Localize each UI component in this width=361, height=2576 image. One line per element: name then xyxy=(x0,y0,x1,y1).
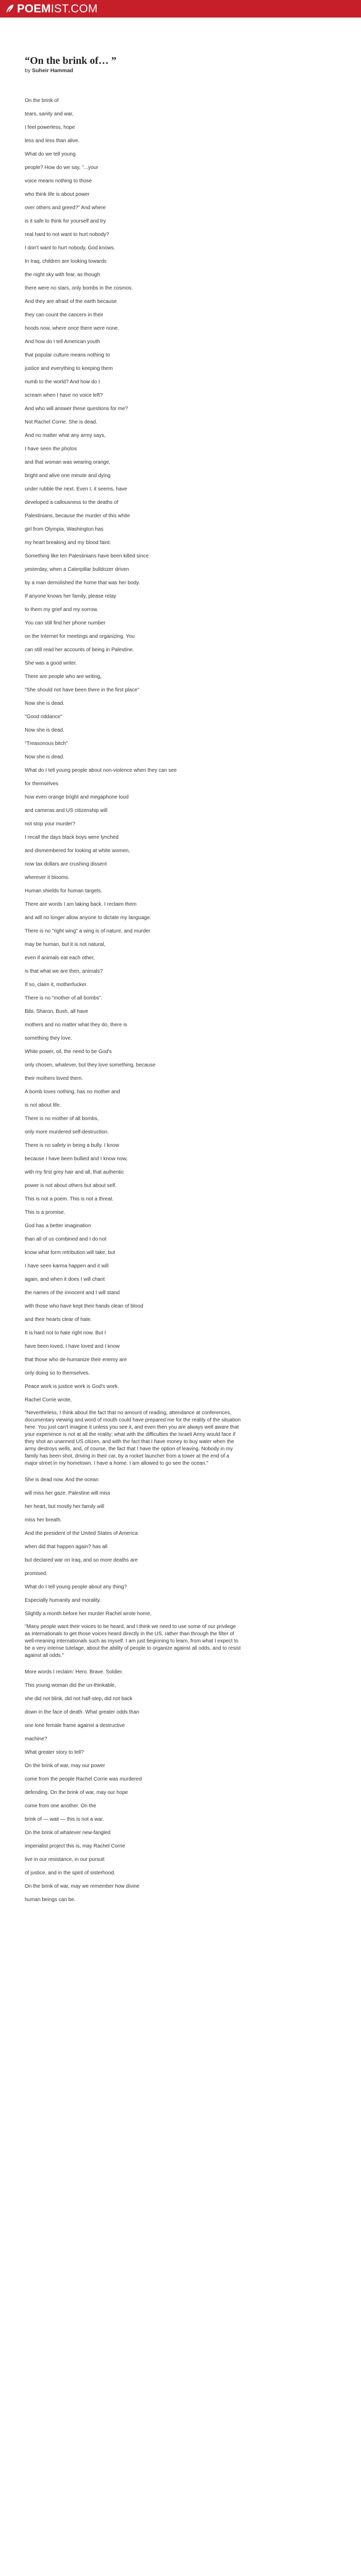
poem-line: who think life is about power xyxy=(25,192,90,197)
poem-line: wherever it blooms. xyxy=(25,875,70,880)
poem-line: only more murdered self-destruction. xyxy=(25,1129,109,1135)
poem-line: there were no stars, only bombs in the cosmos. xyxy=(25,285,133,291)
poem-line: of justice, and in the spirit of sisterhood. xyxy=(25,1870,116,1876)
poem-line: real hard to not want to hurt nobody? xyxy=(25,232,109,238)
poem-line: not stop your murder? xyxy=(25,821,75,827)
poem-line: And the president of the United States of America xyxy=(25,1531,138,1536)
poem-line: to them my grief and my sorrow. xyxy=(25,607,99,613)
poem-line: and their hearts clear of hate. xyxy=(25,1317,92,1323)
poem-line: they can count the cancers in their xyxy=(25,312,104,318)
poem-line: the names of the innocent and I will stand xyxy=(25,1290,120,1296)
poem-line: people? How do we say, "...your xyxy=(25,165,99,171)
poem-line: on the Internet for meetings and organizing. You xyxy=(25,634,135,639)
poem-line: machine? xyxy=(25,1736,47,1742)
poem-line: This is not a poem. This is not a threat. xyxy=(25,1196,114,1202)
poem-line: "Treasonous bitch" xyxy=(25,741,68,747)
poem-line: mothers and no matter what they do, there is xyxy=(25,1022,127,1028)
poem-line: with those who have kept their hands clean of blood xyxy=(25,1303,143,1309)
poem-line: Slightly a month before her murder Rachel wrote home, xyxy=(25,1611,152,1617)
poem-line: God has a better imagination xyxy=(25,1223,91,1229)
poem-line: their mothers loved them. xyxy=(25,1076,83,1081)
poem-line: because I have been bullied and I know now, xyxy=(25,1156,128,1162)
poem-line: will miss her gaze. Palestine will miss xyxy=(25,1490,110,1496)
poem-line: imperialist project this is, may Rachel Corrie xyxy=(25,1843,125,1849)
poem-line: know what form retribution will take, but xyxy=(25,1250,116,1256)
poem-line: hoods now, where once there were none. xyxy=(25,326,119,331)
poem-line: If anyone knows her family, please relay xyxy=(25,594,117,599)
poem-line: White power, oil, the need to be God's xyxy=(25,1049,112,1055)
poem-line: and will no longer allow anyone to dictate my language. xyxy=(25,915,152,921)
poem-line: miss her breath. xyxy=(25,1517,62,1523)
poem-line: can still read her accounts of being in Palestine. xyxy=(25,647,134,653)
poem-line: developed a callousness to the deaths of xyxy=(25,500,119,505)
poem-line: Now she is dead. xyxy=(25,754,64,760)
poem-line: justice and everything to keeping them xyxy=(25,366,113,371)
poem-line: yesterday, when a Caterpillar bulldozer driven xyxy=(25,567,129,572)
poem-line: defending. On the brink of war, may our hope xyxy=(25,1790,128,1795)
poem-line: is it safe to think for yourself and try xyxy=(25,218,106,224)
poem-line: her heart, but mostly her family will xyxy=(25,1504,104,1510)
poem-line: On the brink of whatever new-fangled xyxy=(25,1830,111,1836)
poem-line: Peace work is justice work is God's work. xyxy=(25,1384,119,1389)
byline-prefix: by xyxy=(25,67,31,74)
poem-line: and cameras and US citizenship will xyxy=(25,808,108,814)
poem-line: over others and greed?" And where xyxy=(25,205,106,211)
poem-line: There is no safety in being a bully. I know xyxy=(25,1143,119,1148)
poem-line: when did that happen again? has all xyxy=(25,1544,108,1550)
poem-line: You can still find her phone number xyxy=(25,620,106,626)
poem-line: bright and alive one minute and dying xyxy=(25,473,111,479)
poem-line: Something like ten Palestinians have been killed since xyxy=(25,553,149,559)
poem-line: What greater story to tell? xyxy=(25,1750,84,1755)
poem-line: human beings can be. xyxy=(25,1897,76,1903)
poem-line: than all of us combined and I do not xyxy=(25,1236,107,1242)
poem-line: A bomb loves nothing, has no mother and xyxy=(25,1089,120,1095)
poem-line: There is no "right wing" a wing is of nature, and murder xyxy=(25,928,151,934)
quill-logo-icon xyxy=(4,3,15,14)
poem-line: and dismembered for looking at white women, xyxy=(25,848,130,854)
poem-line: And who will answer these questions for me? xyxy=(25,406,128,412)
poem-line: for themselves xyxy=(25,781,59,787)
poem-title: “On the brink of… ” xyxy=(25,55,117,66)
poem-line: There is no mother of all bombs, xyxy=(25,1116,99,1122)
poem-line: And no matter what any army says, xyxy=(25,433,106,438)
poem-line: And they are afraid of the earth because xyxy=(25,299,117,304)
poem-line: On the brink of xyxy=(25,98,59,104)
poem-line: And how do I tell American youth xyxy=(25,339,100,345)
poem-line: More words I reclaim: Hero. Brave. Soldier. xyxy=(25,1669,123,1675)
poem-line: less and less than alive. xyxy=(25,138,80,144)
poem-line: again, and when it does I will chant xyxy=(25,1277,105,1282)
poem-line: numb to the world? And how do I xyxy=(25,379,100,385)
poem-line: is not about life. xyxy=(25,1103,61,1108)
poem-line: What do I tell young people about any thing? xyxy=(25,1584,127,1590)
poem-line: come from one another. On the xyxy=(25,1803,96,1809)
poem-line: Now she is dead. xyxy=(25,701,64,706)
poem-line: Human shields for human targets. xyxy=(25,888,103,894)
poem-line: promised. xyxy=(25,1571,47,1577)
byline xyxy=(25,67,309,74)
poem-line: my heart breaking and my blood faint. xyxy=(25,540,111,546)
poem-line: "Good riddance" xyxy=(25,714,62,720)
poem-line: one lone female frame against a destructive xyxy=(25,1723,125,1728)
poem-line: I have seen the photos xyxy=(25,446,77,452)
poem-line: Now she is dead. xyxy=(25,727,64,733)
poem-line: I recall the days black boys were lynched xyxy=(25,835,119,840)
poem-line: may be human, but it is not natural, xyxy=(25,942,106,947)
poem-line: that those who de-humanize their enemy are xyxy=(25,1357,127,1363)
site-logo[interactable] xyxy=(4,2,97,15)
poem-body xyxy=(25,94,309,1907)
poem-line: If so, claim it, motherfucker. xyxy=(25,982,88,988)
poem-line: have been loved, I have loved and I know xyxy=(25,1344,120,1349)
poem-line: There are people who are writing, xyxy=(25,674,102,680)
logo-text-suffix: IST.COM xyxy=(51,2,98,15)
poem-line: but declared war on Iraq, and so more deaths are xyxy=(25,1557,138,1563)
poem-line: I feel powerless, hope xyxy=(25,125,75,130)
poem-line: There are words I am taking back. I reclaim them xyxy=(25,902,137,907)
poem-line: how even orange bright and megaphone loud xyxy=(25,794,129,800)
poem-line: that popular culture means nothing to xyxy=(25,352,110,358)
poem-line: only doing so to themselves. xyxy=(25,1370,90,1376)
poem-line: brink of — wait — this is not a war. xyxy=(25,1817,104,1822)
poem-author[interactable]: Suheir Hammad xyxy=(32,67,73,74)
poem-line: Rachel Corrie wrote, xyxy=(25,1397,72,1403)
poem-line: live in our resistance, in our pursuit xyxy=(25,1857,105,1862)
poem-line: is that what we are then, animals? xyxy=(25,969,103,974)
poem-line: come from the people Rachel Corrie was murdered xyxy=(25,1776,142,1782)
poem-line: now tax dollars are crushing dissent xyxy=(25,861,107,867)
poem-line: voice means nothing to those xyxy=(25,178,92,184)
poem-line: On the brink of war, may we remember how divine xyxy=(25,1884,140,1889)
poem-line: "Many people want their voices to be heard, and I think we need to use some of our privilege as internationals to get those voices heard directly in the US, rather than through the filter of well-meaning internationals such as myself. I am just beginning to learn, from what I expect to be a very intense tutelage, about the ability of people to organize against all odds, and to resist against all odds." xyxy=(25,1624,241,1658)
poem-line: with my first grey hair and all, that authentic xyxy=(25,1170,124,1175)
poem-line: In Iraq, children are looking towards xyxy=(25,259,107,264)
poem-line: and that woman was wearing orange, xyxy=(25,460,111,465)
poem-line: something they love. xyxy=(25,1036,72,1041)
poem-line: only chosen, whatever, but they love something, because xyxy=(25,1062,156,1068)
poem-line: Not Rachel Corrie. She is dead. xyxy=(25,419,97,425)
poem-content xyxy=(0,18,309,1907)
poem-line: by a man demolished the home that was her body. xyxy=(25,580,140,586)
logo-text-main: POEM xyxy=(17,2,51,15)
poem-line: Palestinians, because the murder of this white xyxy=(25,513,130,519)
poem-line: It is hard not to hate right now. But I xyxy=(25,1330,106,1336)
poem-line: What do I tell young people about non-violence when they can see xyxy=(25,768,177,773)
poem-line: tears, sanity and war, xyxy=(25,111,74,117)
poem-line: What do we tell young xyxy=(25,151,76,157)
poem-line: This young woman did the un-thinkable, xyxy=(25,1683,116,1688)
poem-line: There is no "mother of all bombs". xyxy=(25,995,103,1001)
poem-line: girl from Olympia, Washington has xyxy=(25,527,104,532)
poem-line: "Nevertheless, I think about the fact that no amount of reading, attendance at conferences, documentary viewing and word of mouth could have prepared me for the reality of the situation here. You just can't imagine it unless you see it, and even then you are always well aware that your experience is not at all the reality: what with the difficulties the Israeli Army would face if they shot an unarmed US citizen, and with the fact that I have money to buy water when the army destroys wells, and, of course, the fact that I have the option of leaving. Nobody in my family has been shot, driving in their car, by a rocket launcher from a tower at the end of a major street in my hometown. I have a home. I am allowed to go see the ocean." xyxy=(25,1410,241,1466)
poem-line: Bibi, Sharon, Bush, all have xyxy=(25,1009,88,1014)
poem-line: down in the face of death. What greater odds than xyxy=(25,1709,139,1715)
poem-line: Especially humanity and morality. xyxy=(25,1598,101,1603)
poem-line: I have seen karma happen and it will xyxy=(25,1263,109,1269)
poem-line: She is dead now. And the ocean xyxy=(25,1477,99,1483)
poem-line: power is not about others but about self. xyxy=(25,1183,117,1189)
poem-line: She was a good writer. xyxy=(25,660,77,666)
poem-line: she did not blink, did not half-step, did not back xyxy=(25,1696,133,1702)
top-bar xyxy=(0,0,361,18)
poem-line: the night sky with fear, as though xyxy=(25,272,100,278)
poem-line: "She should not have been there in the first place" xyxy=(25,687,139,693)
poem-line: I don't want to hurt nobody, God knows. xyxy=(25,245,116,251)
poem-line: under rubble the next. Even I, it seems, have xyxy=(25,486,127,492)
poem-line: This is a promise. xyxy=(25,1210,65,1215)
poem-line: On the brink of war, may our power xyxy=(25,1763,105,1769)
poem-line: scream when I have no voice left? xyxy=(25,393,103,398)
poem-line: even if animals eat each other, xyxy=(25,955,95,961)
